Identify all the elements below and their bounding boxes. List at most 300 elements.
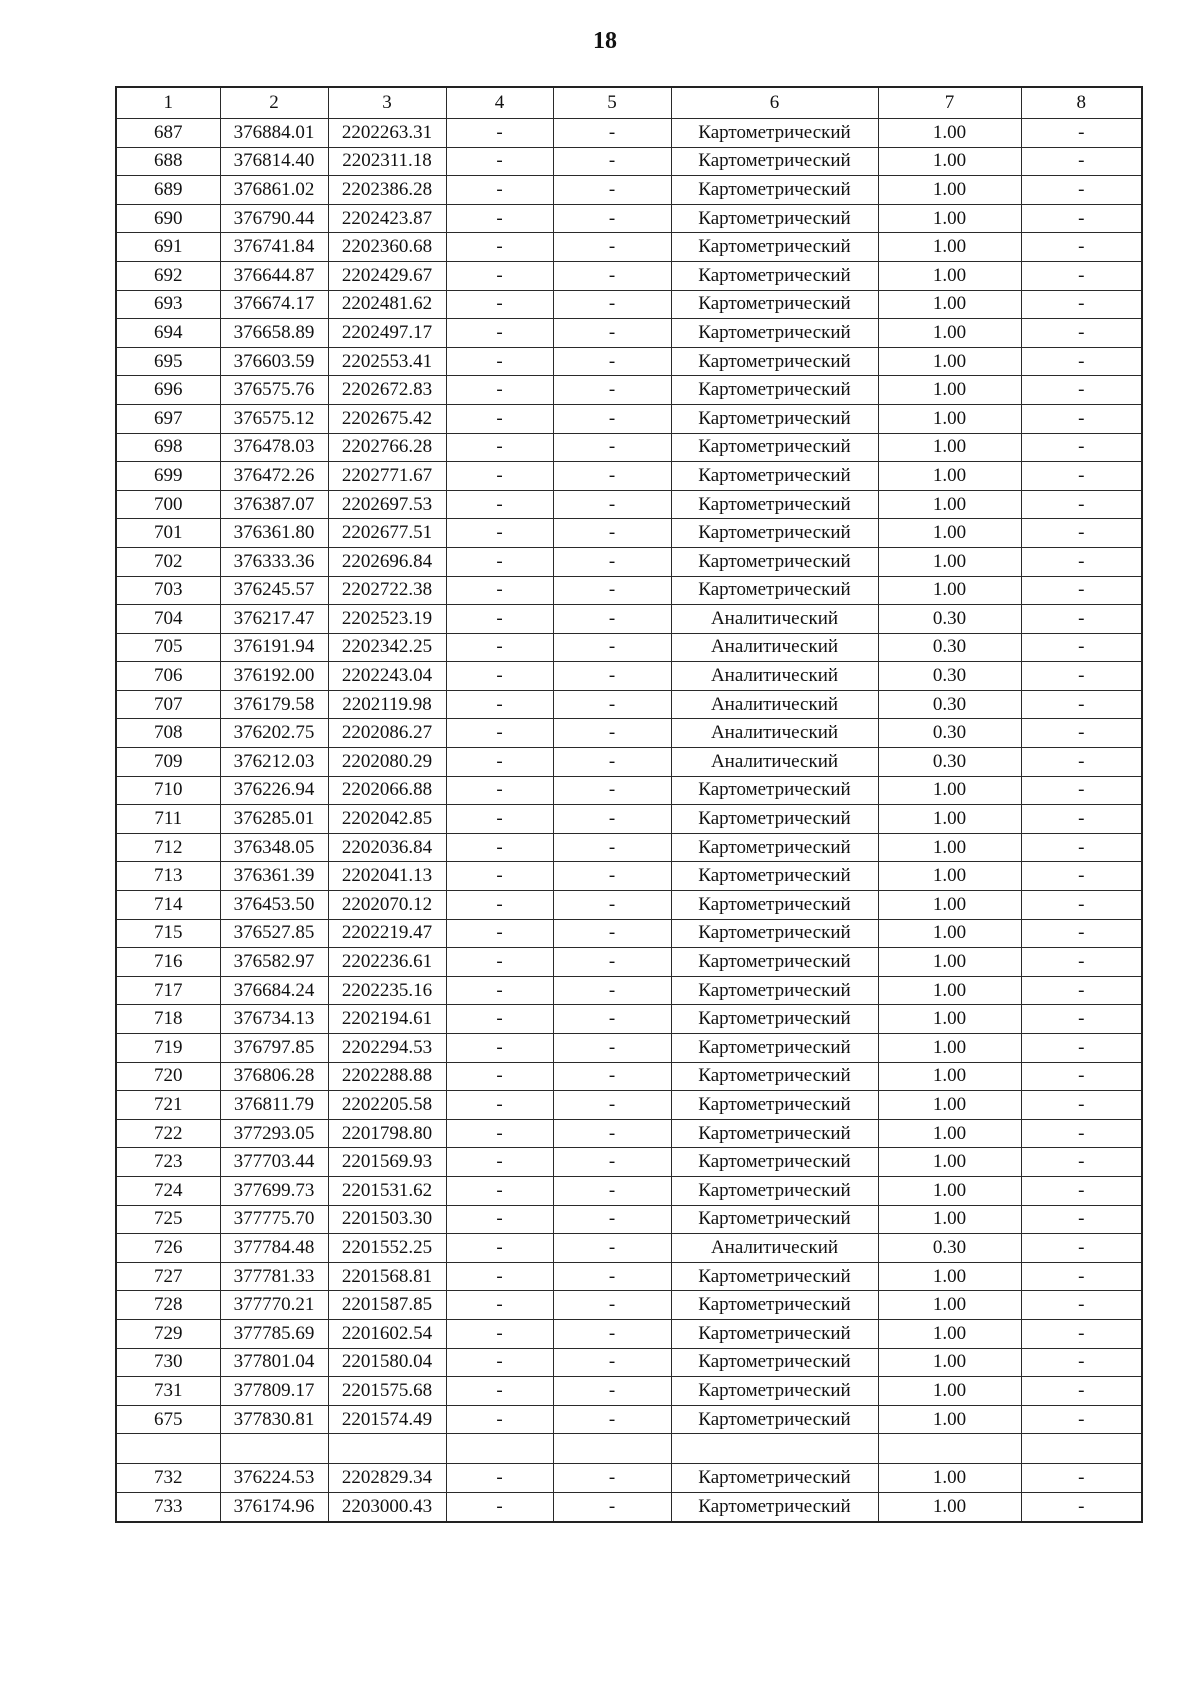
table-row [116, 833, 1142, 862]
cell-col-4: - [446, 261, 553, 290]
cell-method: Картометрический [671, 490, 878, 519]
cell-coord-y: 2201580.04 [328, 1348, 446, 1377]
cell-coord-x: 377770.21 [220, 1291, 328, 1320]
cell-col-4: - [446, 1234, 553, 1263]
cell-col-8: - [1021, 1348, 1142, 1377]
cell-accuracy: 1.00 [878, 833, 1021, 862]
cell-col-8: - [1021, 1262, 1142, 1291]
cell-accuracy: 1.00 [878, 404, 1021, 433]
cell-col-4: - [446, 891, 553, 920]
cell-method: Картометрический [671, 147, 878, 176]
cell-coord-y: 2202675.42 [328, 404, 446, 433]
cell-col-8: - [1021, 776, 1142, 805]
cell-col-4: - [446, 547, 553, 576]
cell-method: Картометрический [671, 347, 878, 376]
cell-col-4: - [446, 1319, 553, 1348]
cell-col-5: - [553, 605, 671, 634]
cell-col-8: - [1021, 1148, 1142, 1177]
cell-point-number: 704 [116, 605, 220, 634]
cell-point-number: 705 [116, 633, 220, 662]
cell-coord-x: 377830.81 [220, 1405, 328, 1434]
cell-method: Аналитический [671, 633, 878, 662]
cell-col-8: - [1021, 690, 1142, 719]
table-row [116, 1291, 1142, 1320]
cell-point-number: 710 [116, 776, 220, 805]
cell-coord-y: 2202677.51 [328, 519, 446, 548]
cell-accuracy: 1.00 [878, 490, 1021, 519]
cell-col-4: - [446, 976, 553, 1005]
table-row [116, 1205, 1142, 1234]
cell-coord-x: 376348.05 [220, 833, 328, 862]
cell-col-5: - [553, 690, 671, 719]
cell-coord-y: 2202696.84 [328, 547, 446, 576]
cell-col-5: - [553, 1205, 671, 1234]
cell-coord-x: 376453.50 [220, 891, 328, 920]
cell-col-4: - [446, 576, 553, 605]
cell-col-8: - [1021, 1492, 1142, 1521]
cell-coord-y: 2202697.53 [328, 490, 446, 519]
cell-point-number: 688 [116, 147, 220, 176]
cell-accuracy: 1.00 [878, 1034, 1021, 1063]
cell-method: Картометрический [671, 319, 878, 348]
cell-coord-y: 2202236.61 [328, 948, 446, 977]
table-row [116, 1348, 1142, 1377]
cell-accuracy: 0.30 [878, 605, 1021, 634]
cell-accuracy: 1.00 [878, 462, 1021, 491]
cell-accuracy: 1.00 [878, 233, 1021, 262]
cell-col-4: - [446, 690, 553, 719]
cell-coord-y: 2201575.68 [328, 1377, 446, 1406]
cell-col-8: - [1021, 1005, 1142, 1034]
cell-point-number: 711 [116, 805, 220, 834]
cell-col-8: - [1021, 1405, 1142, 1434]
cell-col-8: - [1021, 1062, 1142, 1091]
column-header-4: 4 [446, 87, 553, 119]
cell-point-number: 708 [116, 719, 220, 748]
cell-point-number: 712 [116, 833, 220, 862]
cell-coord-y: 2202042.85 [328, 805, 446, 834]
cell-coord-y: 2201602.54 [328, 1319, 446, 1348]
cell-point-number: 690 [116, 204, 220, 233]
cell-col-4: - [446, 1062, 553, 1091]
cell-method: Картометрический [671, 1492, 878, 1521]
table-row [116, 862, 1142, 891]
cell-col-4: - [446, 462, 553, 491]
cell-col-5: - [553, 290, 671, 319]
cell-col-5: - [553, 1319, 671, 1348]
cell-col-8: - [1021, 719, 1142, 748]
cell-coord-y: 2202041.13 [328, 862, 446, 891]
cell-coord-y: 2202497.17 [328, 319, 446, 348]
cell-coord-x: 376202.75 [220, 719, 328, 748]
cell-col-4: - [446, 862, 553, 891]
cell-col-4: - [446, 376, 553, 405]
table-row [116, 1434, 1142, 1464]
cell-coord-x: 376333.36 [220, 547, 328, 576]
table-row [116, 1405, 1142, 1434]
cell-col-4: - [446, 1091, 553, 1120]
cell-point-number: 731 [116, 1377, 220, 1406]
table-row [116, 719, 1142, 748]
cell-col-8: - [1021, 948, 1142, 977]
cell-col-8: - [1021, 1464, 1142, 1493]
cell-point-number: 701 [116, 519, 220, 548]
cell-coord-x: 376790.44 [220, 204, 328, 233]
cell-coord-x: 376191.94 [220, 633, 328, 662]
cell-col-4: - [446, 833, 553, 862]
cell-method: Аналитический [671, 690, 878, 719]
table-row [116, 1148, 1142, 1177]
table-row [116, 1005, 1142, 1034]
column-header-7: 7 [878, 87, 1021, 119]
cell-coord-y: 2202342.25 [328, 633, 446, 662]
cell-col-5: - [553, 490, 671, 519]
table-row [116, 919, 1142, 948]
cell-col-5: - [553, 719, 671, 748]
cell-col-4: - [446, 776, 553, 805]
cell-point-number: 694 [116, 319, 220, 348]
cell-point-number: 723 [116, 1148, 220, 1177]
cell-col-4: - [446, 1176, 553, 1205]
cell-accuracy: 0.30 [878, 748, 1021, 777]
cell-coord-y: 2201587.85 [328, 1291, 446, 1320]
cell-coord-x: 376582.97 [220, 948, 328, 977]
cell-method: Аналитический [671, 719, 878, 748]
cell-accuracy: 1.00 [878, 1205, 1021, 1234]
cell-col-8: - [1021, 1234, 1142, 1263]
table-row [116, 690, 1142, 719]
cell-col-4 [446, 1434, 553, 1464]
cell-coord-x: 377801.04 [220, 1348, 328, 1377]
column-header-8: 8 [1021, 87, 1142, 119]
cell-col-8: - [1021, 1091, 1142, 1120]
cell-col-8: - [1021, 233, 1142, 262]
table-row [116, 233, 1142, 262]
cell-method: Картометрический [671, 776, 878, 805]
cell-accuracy: 0.30 [878, 690, 1021, 719]
cell-coord-y: 2202080.29 [328, 748, 446, 777]
cell-coord-y: 2202243.04 [328, 662, 446, 691]
cell-col-5: - [553, 1492, 671, 1521]
cell-accuracy: 1.00 [878, 1377, 1021, 1406]
cell-point-number: 698 [116, 433, 220, 462]
cell-accuracy: 1.00 [878, 1148, 1021, 1177]
cell-coord-y [328, 1434, 446, 1464]
cell-method: Аналитический [671, 605, 878, 634]
cell-col-4: - [446, 1348, 553, 1377]
cell-method: Картометрический [671, 1091, 878, 1120]
cell-coord-x: 376811.79 [220, 1091, 328, 1120]
cell-accuracy: 1.00 [878, 147, 1021, 176]
cell-method: Картометрический [671, 176, 878, 205]
cell-col-5: - [553, 1062, 671, 1091]
cell-col-8: - [1021, 576, 1142, 605]
cell-coord-y: 2202070.12 [328, 891, 446, 920]
cell-coord-y: 2202553.41 [328, 347, 446, 376]
cell-coord-x: 377703.44 [220, 1148, 328, 1177]
table-row [116, 490, 1142, 519]
cell-col-4: - [446, 319, 553, 348]
cell-coord-x [220, 1434, 328, 1464]
table-row [116, 976, 1142, 1005]
cell-method: Картометрический [671, 1062, 878, 1091]
cell-col-5: - [553, 1119, 671, 1148]
cell-point-number: 696 [116, 376, 220, 405]
cell-point-number: 689 [116, 176, 220, 205]
cell-point-number: 687 [116, 119, 220, 148]
cell-col-4: - [446, 233, 553, 262]
cell-point-number: 699 [116, 462, 220, 491]
cell-method: Картометрический [671, 462, 878, 491]
cell-method: Картометрический [671, 1319, 878, 1348]
cell-col-5: - [553, 576, 671, 605]
column-header-2: 2 [220, 87, 328, 119]
cell-point-number: 722 [116, 1119, 220, 1148]
table-row [116, 1119, 1142, 1148]
cell-col-5: - [553, 1176, 671, 1205]
cell-point-number: 719 [116, 1034, 220, 1063]
cell-coord-y: 2201531.62 [328, 1176, 446, 1205]
cell-col-4: - [446, 1119, 553, 1148]
cell-col-8: - [1021, 805, 1142, 834]
cell-accuracy: 1.00 [878, 376, 1021, 405]
cell-col-8: - [1021, 119, 1142, 148]
cell-col-8: - [1021, 1319, 1142, 1348]
cell-coord-y: 2203000.43 [328, 1492, 446, 1521]
cell-accuracy: 1.00 [878, 119, 1021, 148]
cell-col-8: - [1021, 862, 1142, 891]
cell-method: Картометрический [671, 290, 878, 319]
cell-point-number: 727 [116, 1262, 220, 1291]
cell-accuracy: 1.00 [878, 948, 1021, 977]
cell-method: Картометрический [671, 1291, 878, 1320]
table-row [116, 404, 1142, 433]
cell-coord-y: 2202481.62 [328, 290, 446, 319]
cell-coord-x: 376575.76 [220, 376, 328, 405]
cell-method: Картометрический [671, 948, 878, 977]
table-body [116, 119, 1142, 1522]
cell-col-5: - [553, 204, 671, 233]
cell-method: Картометрический [671, 1005, 878, 1034]
cell-col-5: - [553, 1262, 671, 1291]
table-row [116, 119, 1142, 148]
cell-point-number: 724 [116, 1176, 220, 1205]
column-header-1: 1 [116, 87, 220, 119]
cell-coord-y: 2202235.16 [328, 976, 446, 1005]
table-row [116, 748, 1142, 777]
cell-accuracy: 0.30 [878, 719, 1021, 748]
cell-coord-y: 2201503.30 [328, 1205, 446, 1234]
cell-col-5: - [553, 1005, 671, 1034]
cell-col-5: - [553, 176, 671, 205]
cell-col-8: - [1021, 290, 1142, 319]
cell-accuracy: 1.00 [878, 1262, 1021, 1291]
table-row [116, 605, 1142, 634]
cell-col-5: - [553, 462, 671, 491]
cell-point-number: 702 [116, 547, 220, 576]
cell-point-number: 675 [116, 1405, 220, 1434]
cell-accuracy: 1.00 [878, 1005, 1021, 1034]
cell-coord-y: 2201552.25 [328, 1234, 446, 1263]
cell-accuracy [878, 1434, 1021, 1464]
table-row [116, 1377, 1142, 1406]
cell-method: Картометрический [671, 519, 878, 548]
table-row [116, 319, 1142, 348]
cell-method: Аналитический [671, 748, 878, 777]
cell-col-4: - [446, 1034, 553, 1063]
cell-accuracy: 1.00 [878, 1464, 1021, 1493]
cell-method: Картометрический [671, 119, 878, 148]
cell-accuracy: 1.00 [878, 805, 1021, 834]
cell-accuracy: 1.00 [878, 1291, 1021, 1320]
cell-col-4: - [446, 1148, 553, 1177]
table-row [116, 1034, 1142, 1063]
cell-col-5: - [553, 1464, 671, 1493]
cell-col-4: - [446, 1492, 553, 1521]
cell-method: Аналитический [671, 662, 878, 691]
cell-method: Картометрический [671, 547, 878, 576]
cell-method: Картометрический [671, 833, 878, 862]
cell-col-8: - [1021, 919, 1142, 948]
cell-method: Картометрический [671, 233, 878, 262]
table-row [116, 261, 1142, 290]
cell-col-5: - [553, 1148, 671, 1177]
cell-coord-x: 376814.40 [220, 147, 328, 176]
cell-coord-x: 376361.80 [220, 519, 328, 548]
cell-col-5: - [553, 976, 671, 1005]
cell-col-8: - [1021, 404, 1142, 433]
cell-coord-y: 2202263.31 [328, 119, 446, 148]
cell-accuracy: 1.00 [878, 1119, 1021, 1148]
cell-col-4: - [446, 1377, 553, 1406]
cell-coord-x: 376861.02 [220, 176, 328, 205]
cell-col-4: - [446, 1291, 553, 1320]
cell-col-8: - [1021, 547, 1142, 576]
cell-method: Картометрический [671, 1405, 878, 1434]
cell-coord-y: 2202423.87 [328, 204, 446, 233]
cell-col-8: - [1021, 1377, 1142, 1406]
cell-col-5: - [553, 948, 671, 977]
cell-accuracy: 1.00 [878, 1405, 1021, 1434]
table-header-row [116, 87, 1142, 119]
cell-col-5: - [553, 261, 671, 290]
cell-point-number: 721 [116, 1091, 220, 1120]
cell-col-4: - [446, 1205, 553, 1234]
cell-coord-x: 377785.69 [220, 1319, 328, 1348]
cell-col-5: - [553, 1377, 671, 1406]
cell-point-number: 717 [116, 976, 220, 1005]
cell-col-4: - [446, 433, 553, 462]
cell-point-number: 726 [116, 1234, 220, 1263]
cell-coord-x: 376361.39 [220, 862, 328, 891]
cell-col-8: - [1021, 662, 1142, 691]
table-row [116, 1319, 1142, 1348]
cell-method: Картометрический [671, 261, 878, 290]
cell-col-8: - [1021, 633, 1142, 662]
cell-col-8 [1021, 1434, 1142, 1464]
cell-col-5: - [553, 319, 671, 348]
page-number: 18 [593, 28, 617, 54]
cell-method: Картометрический [671, 204, 878, 233]
cell-point-number [116, 1434, 220, 1464]
cell-coord-x: 376212.03 [220, 748, 328, 777]
cell-coord-x: 376644.87 [220, 261, 328, 290]
cell-col-8: - [1021, 1034, 1142, 1063]
cell-col-4: - [446, 633, 553, 662]
cell-col-4: - [446, 490, 553, 519]
cell-col-8: - [1021, 605, 1142, 634]
table-row [116, 1062, 1142, 1091]
cell-col-4: - [446, 948, 553, 977]
cell-method: Картометрический [671, 404, 878, 433]
cell-point-number: 725 [116, 1205, 220, 1234]
table-row [116, 1262, 1142, 1291]
cell-coord-x: 377784.48 [220, 1234, 328, 1263]
cell-col-5: - [553, 862, 671, 891]
cell-col-4: - [446, 919, 553, 948]
cell-coord-x: 376217.47 [220, 605, 328, 634]
table-row [116, 776, 1142, 805]
table-row [116, 662, 1142, 691]
cell-coord-y: 2202523.19 [328, 605, 446, 634]
cell-coord-y: 2202219.47 [328, 919, 446, 948]
cell-accuracy: 1.00 [878, 204, 1021, 233]
table-row [116, 1091, 1142, 1120]
cell-coord-x: 376527.85 [220, 919, 328, 948]
cell-accuracy: 1.00 [878, 862, 1021, 891]
cell-col-5: - [553, 1291, 671, 1320]
cell-accuracy: 1.00 [878, 319, 1021, 348]
cell-coord-x: 376387.07 [220, 490, 328, 519]
cell-coord-x: 376797.85 [220, 1034, 328, 1063]
cell-point-number: 706 [116, 662, 220, 691]
cell-col-8: - [1021, 204, 1142, 233]
cell-col-5: - [553, 433, 671, 462]
cell-coord-y: 2202829.34 [328, 1464, 446, 1493]
cell-method: Аналитический [671, 1234, 878, 1263]
cell-coord-y: 2201574.49 [328, 1405, 446, 1434]
cell-coord-x: 376741.84 [220, 233, 328, 262]
cell-col-4: - [446, 1464, 553, 1493]
cell-col-5: - [553, 805, 671, 834]
cell-col-5: - [553, 547, 671, 576]
cell-col-5: - [553, 147, 671, 176]
cell-point-number: 718 [116, 1005, 220, 1034]
cell-accuracy: 1.00 [878, 1348, 1021, 1377]
cell-col-5: - [553, 919, 671, 948]
cell-accuracy: 1.00 [878, 1319, 1021, 1348]
cell-coord-x: 376285.01 [220, 805, 328, 834]
cell-col-5: - [553, 776, 671, 805]
cell-point-number: 697 [116, 404, 220, 433]
cell-point-number: 732 [116, 1464, 220, 1493]
cell-col-5: - [553, 662, 671, 691]
cell-coord-x: 376658.89 [220, 319, 328, 348]
cell-col-4: - [446, 605, 553, 634]
cell-point-number: 715 [116, 919, 220, 948]
cell-accuracy: 1.00 [878, 547, 1021, 576]
cell-coord-y: 2202119.98 [328, 690, 446, 719]
column-header-5: 5 [553, 87, 671, 119]
cell-coord-x: 376192.00 [220, 662, 328, 691]
cell-point-number: 729 [116, 1319, 220, 1348]
cell-col-8: - [1021, 433, 1142, 462]
cell-accuracy: 1.00 [878, 290, 1021, 319]
cell-accuracy: 0.30 [878, 1234, 1021, 1263]
table-row [116, 204, 1142, 233]
cell-coord-x: 376806.28 [220, 1062, 328, 1091]
cell-point-number: 713 [116, 862, 220, 891]
